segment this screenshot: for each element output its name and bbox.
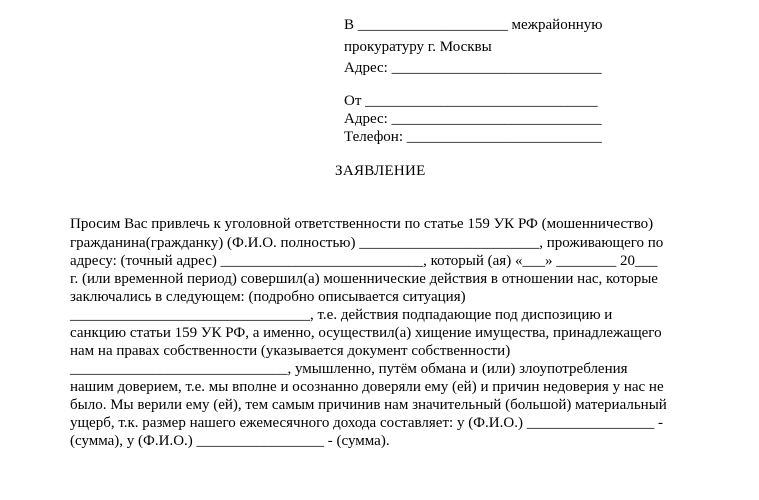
body-line: г. (или временной период) совершил(а) мошеннические действия в отношении нас, которые [70, 271, 658, 287]
body-line: заключались в следующем: (подробно описывается ситуация) [70, 289, 466, 305]
addressee-prosecutor-line: В ____________________ межрайонную [344, 17, 603, 33]
body-line: _____________________________, умышленно, путём обмана и (или) злоупотребления [70, 361, 628, 377]
body-line: санкцию статьи 159 УК РФ, а именно, осуществил(а) хищение имущества, принадлежащего [70, 325, 662, 341]
body-line: адресу: (точный адрес) ___________________________, который (ая) «___» ________ 20___ [70, 253, 658, 269]
body-line: нашим доверием, т.е. мы вполне и осознанно доверяли ему (ей) и причин недоверия у нас не [70, 379, 664, 395]
body-line: ущерб, т.к. размер нашего ежемесячного дохода составляет: у (Ф.И.О.) _________________ - [70, 415, 663, 431]
body-line: ________________________________, т.е. действия подпадающие под диспозицию и [70, 307, 613, 323]
body-line: было. Мы верили ему (ей), тем самым причинив нам значительный (большой) материальный [70, 397, 667, 413]
addressee-office-line: прокуратуру г. Москвы [344, 39, 492, 55]
sender-address-line: Адрес: ____________________________ [344, 111, 602, 127]
addressee-address-line: Адрес: ____________________________ [344, 60, 602, 76]
body-line: (сумма), у (Ф.И.О.) _________________ - (сумма). [70, 433, 390, 449]
body-line: нам на правах собственности (указывается документ собственности) [70, 343, 511, 359]
body-line: гражданина(гражданку) (Ф.И.О. полностью) ________________________, проживающего по [70, 235, 664, 251]
body-line: Просим Вас привлечь к уголовной ответственности по статье 159 УК РФ (мошенничество) [70, 216, 654, 232]
document-title: ЗАЯВЛЕНИЕ [335, 163, 426, 179]
sender-from-line: От _______________________________ [344, 93, 598, 109]
sender-phone-line: Телефон: __________________________ [344, 129, 602, 145]
